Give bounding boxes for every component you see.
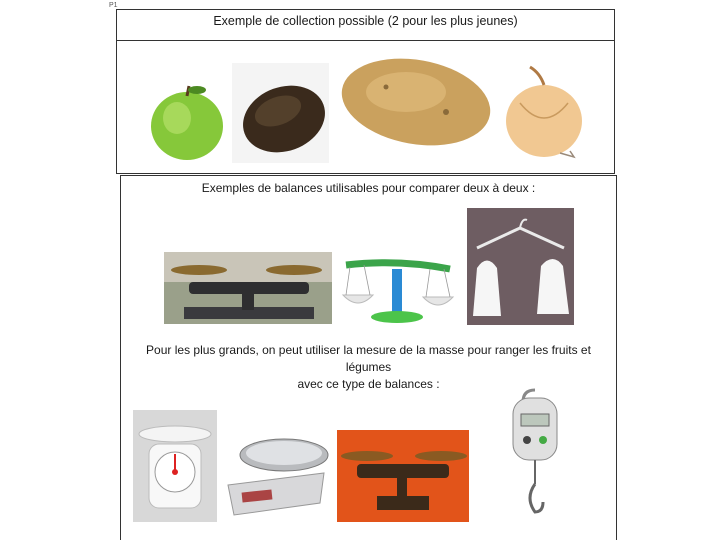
mass-text-line1: Pour les plus grands, on peut utiliser la mesure de la masse pour ranger les fruits et légumes — [146, 343, 591, 374]
roberval-balance-image — [337, 430, 469, 522]
mass-text-line2: avec ce type de balances : — [297, 377, 440, 391]
hanging-scale-image — [505, 388, 565, 520]
potato-image — [336, 52, 496, 162]
kitchen-scale-image — [133, 410, 217, 522]
balances-title: Exemples de balances utilisables pour comparer deux à deux : — [201, 181, 536, 195]
toy-balance-image — [338, 255, 458, 327]
pan-balance-image — [164, 252, 332, 324]
mass-paragraph — [125, 342, 612, 393]
page-mark: P1 — [109, 2, 118, 9]
onion-image — [500, 63, 589, 163]
apple-image — [143, 82, 229, 164]
hanger-balance-image — [467, 208, 574, 325]
digital-scale-image — [220, 433, 332, 520]
avocado-image — [232, 63, 329, 163]
collection-title: Exemple de collection possible (2 pour les plus jeunes) — [117, 10, 614, 41]
